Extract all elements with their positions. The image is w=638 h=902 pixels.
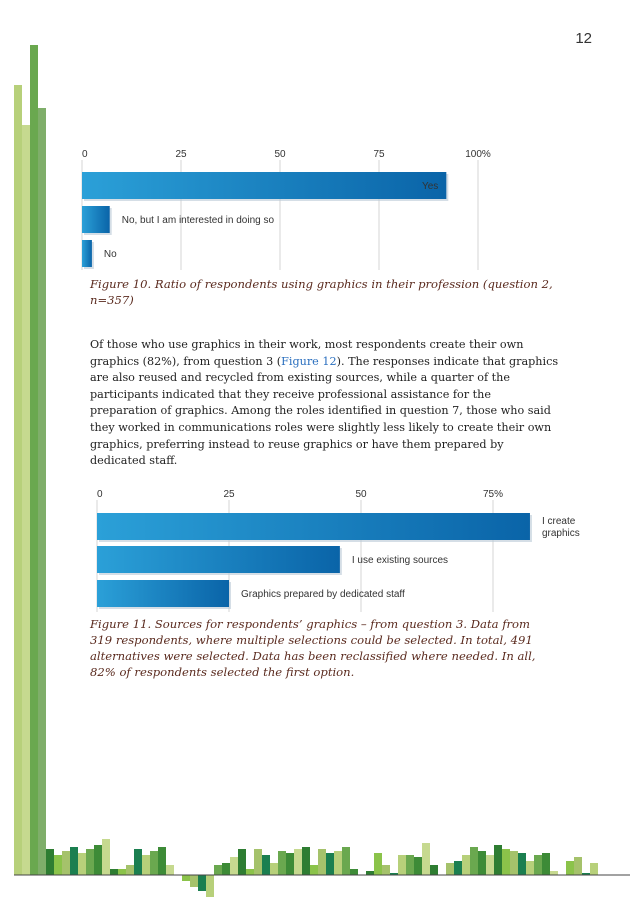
decorative-bar	[166, 865, 174, 875]
decorative-bar	[486, 855, 494, 875]
decorative-bar	[366, 871, 374, 875]
decorative-bar	[302, 847, 310, 875]
decorative-bar	[46, 849, 54, 875]
decorative-bar	[310, 865, 318, 875]
figure-10-caption: Figure 10. Ratio of respondents using graphics in their profession (question 2, n=357)	[90, 277, 553, 307]
decorative-bar	[494, 845, 502, 875]
decorative-bar	[206, 875, 214, 897]
decorative-bar	[574, 857, 582, 875]
decorative-bar	[454, 861, 462, 875]
decorative-bar	[286, 853, 294, 875]
decorative-bar	[142, 855, 150, 875]
decorative-bar	[118, 869, 126, 875]
bar-label: I use existing sources	[351, 555, 449, 566]
decorative-bar	[470, 847, 478, 875]
decorative-bar	[54, 855, 62, 875]
decorative-bar	[582, 873, 590, 875]
figure-12-link[interactable]: Figure 12	[281, 354, 337, 368]
x-tick-label: 25	[175, 149, 187, 160]
bar	[97, 546, 340, 573]
decorative-bar	[326, 853, 334, 875]
decorative-bar	[94, 845, 102, 875]
x-tick-label: 25	[223, 489, 235, 500]
x-tick-label: 75%	[482, 489, 504, 500]
decorative-bar	[222, 863, 230, 875]
decorative-bar	[270, 863, 278, 875]
decorative-bar	[86, 849, 94, 875]
bottom-decorative-strip	[14, 839, 630, 897]
paragraph-text-end: ). The responses indicate that graphics are also reused and recycled from existing sources, while a quarter of the participants indicated that they receive professional assistance for the preparation of graphics. Among the roles identified in question 7, those who said they worked in communications roles were slightly less likely to create their own graphics, preferring instead to reuse graphics or have them prepared by dedicated staff.	[90, 354, 559, 468]
decorative-bar	[382, 865, 390, 875]
decorative-bar	[526, 861, 534, 875]
page-number: 12	[575, 30, 592, 47]
decorative-bar	[214, 865, 222, 875]
paragraph-text-start: Of those who use graphics in their work, most respondents create their own graphics (82%), from question 3 (	[90, 338, 524, 368]
decorative-bar	[278, 851, 286, 875]
decorative-bar	[414, 857, 422, 875]
decorative-bar	[542, 853, 550, 875]
decorative-bar	[126, 865, 134, 875]
decorative-bar	[350, 869, 358, 875]
decorative-bar	[246, 869, 254, 875]
decorative-bar	[430, 865, 438, 875]
bar-label: No	[103, 249, 117, 260]
x-tick-label: 0	[97, 489, 103, 500]
decorative-bar	[502, 849, 510, 875]
decorative-bar	[262, 855, 270, 875]
decorative-bar	[478, 851, 486, 875]
decorative-bar	[198, 875, 206, 891]
decorative-bar	[182, 875, 190, 881]
decorative-bar	[342, 847, 350, 875]
decorative-bar	[390, 873, 398, 875]
x-tick-label: 100%	[465, 149, 491, 160]
decorative-bar	[406, 855, 414, 875]
decorative-bar	[62, 851, 70, 875]
decorative-bar	[422, 843, 430, 875]
decorative-bar	[254, 849, 262, 875]
decorative-bar	[590, 863, 598, 875]
x-tick-label: 0	[82, 149, 88, 160]
bar	[97, 513, 530, 540]
decorative-bar	[534, 855, 542, 875]
decorative-bar	[110, 869, 118, 875]
bar	[97, 580, 229, 607]
bar-label: No, but I am interested in doing so	[121, 215, 275, 226]
decorative-bar	[334, 851, 342, 875]
decorative-bar	[134, 849, 142, 875]
decorative-bar	[462, 855, 470, 875]
x-tick-label: 75	[373, 149, 385, 160]
decorative-bar	[230, 857, 238, 875]
decorative-bar	[158, 847, 166, 875]
decorative-bar	[102, 839, 110, 875]
decorative-bar	[294, 849, 302, 875]
decorative-bar	[238, 849, 246, 875]
bar-label: graphics	[541, 528, 580, 539]
decorative-bar	[374, 853, 382, 875]
decorative-bar	[446, 863, 454, 875]
bar-label: Graphics prepared by dedicated staff	[241, 589, 405, 600]
decorative-bar	[190, 875, 198, 887]
bar-label: Yes	[421, 181, 439, 192]
figure-11-caption: Figure 11. Sources for respondents’ graphics – from question 3. Data from 319 respondents, where multiple selections could be selected. In total, 491 alternatives were selected. Data has been reclassified where needed. In all, 82% of respondents selected the first option.	[90, 617, 536, 679]
decorative-bar	[510, 851, 518, 875]
x-tick-label: 50	[274, 149, 286, 160]
decorative-bar	[550, 871, 558, 875]
bar-label: I create	[541, 516, 576, 527]
decorative-bar	[70, 847, 78, 875]
decorative-bar	[398, 855, 406, 875]
decorative-bar	[78, 853, 86, 875]
decorative-bar	[566, 861, 574, 875]
decorative-bar	[518, 853, 526, 875]
x-tick-label: 50	[355, 489, 367, 500]
decorative-bar	[150, 851, 158, 875]
decorative-bar	[318, 849, 326, 875]
